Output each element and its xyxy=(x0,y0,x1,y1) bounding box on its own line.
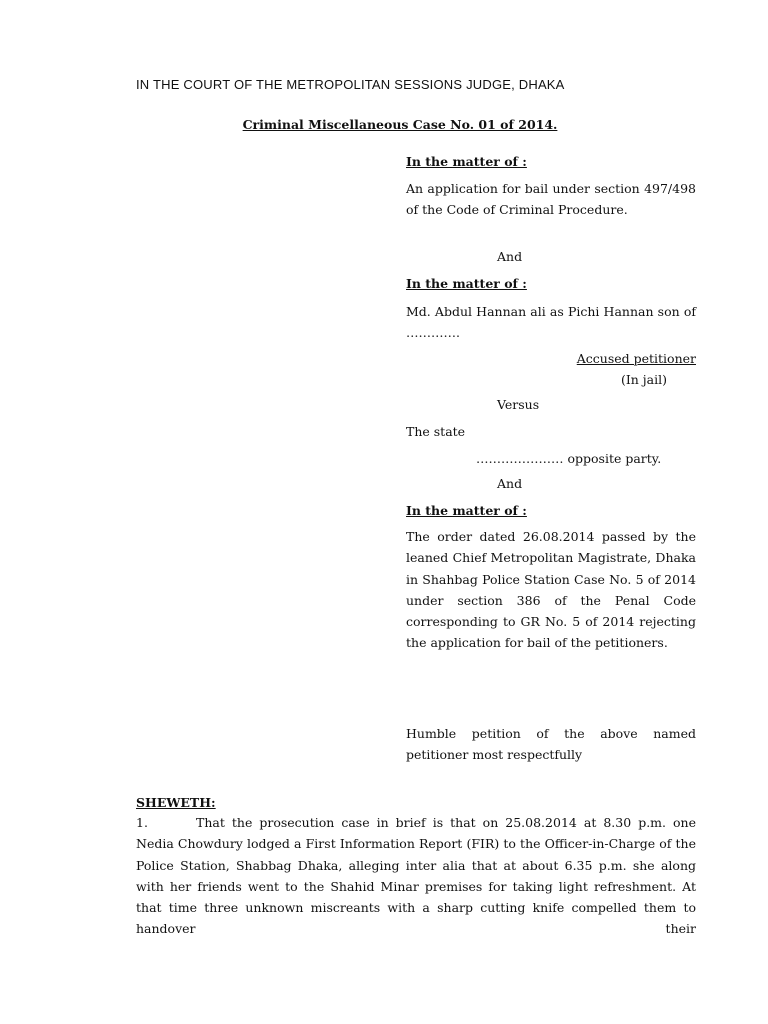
in-jail-status: (In jail) xyxy=(620,372,667,387)
matter-text-3: The order dated 26.08.2014 passed by the leaned Chief Metropolitan Magistrate, Dhaka in Shahbag Police Station Case No. 5 of 2014 under section 386 of the Penal Code corresponding to GR No. 5 of 2014 rejecting the application for bail of the petitioners. xyxy=(406,529,696,651)
and-connector-2: And xyxy=(497,476,523,491)
sheweth-heading: SHEWETH: xyxy=(136,795,216,810)
court-title: IN THE COURT OF THE METROPOLITAN SESSIONS JUDGE, DHAKA xyxy=(136,77,565,92)
matter-text-1: An application for bail under section 497/498 of the Code of Criminal Procedure. xyxy=(406,181,696,218)
state-label: The state xyxy=(406,424,466,439)
versus-label: Versus xyxy=(497,397,540,412)
paragraph-text: That the prosecution case in brief is that on 25.08.2014 at 8.30 p.m. one Nedia Chowdury lodged a First Information Report (FIR) to the Officer-in-Charge of the Police Station, Shabbag Dhaka, alleging inter alia that at about 6.35 p.m. she along with her friends went to the Shahid Minar premises for taking light refreshment. At that time three unknown miscreants with a sharp cutting knife compelled them to handover their xyxy=(136,815,696,937)
and-connector-1: And xyxy=(497,249,523,264)
accused-petitioner-label: Accused petitioner xyxy=(576,351,696,366)
paragraph-1 xyxy=(136,812,696,940)
humble-petition-text: Humble petition of the above named petitioner most respectfully xyxy=(406,726,696,763)
case-title: Criminal Miscellaneous Case No. 01 of 2014. xyxy=(242,117,558,132)
matter-text-2: Md. Abdul Hannan ali as Pichi Hannan son of …………. xyxy=(406,304,696,341)
matter-heading-1: In the matter of : xyxy=(406,154,527,169)
paragraph-number: 1. xyxy=(136,815,148,830)
matter-heading-2: In the matter of : xyxy=(406,276,527,291)
opposite-party-label: ………………… opposite party. xyxy=(476,451,662,466)
matter-heading-3: In the matter of : xyxy=(406,503,527,518)
